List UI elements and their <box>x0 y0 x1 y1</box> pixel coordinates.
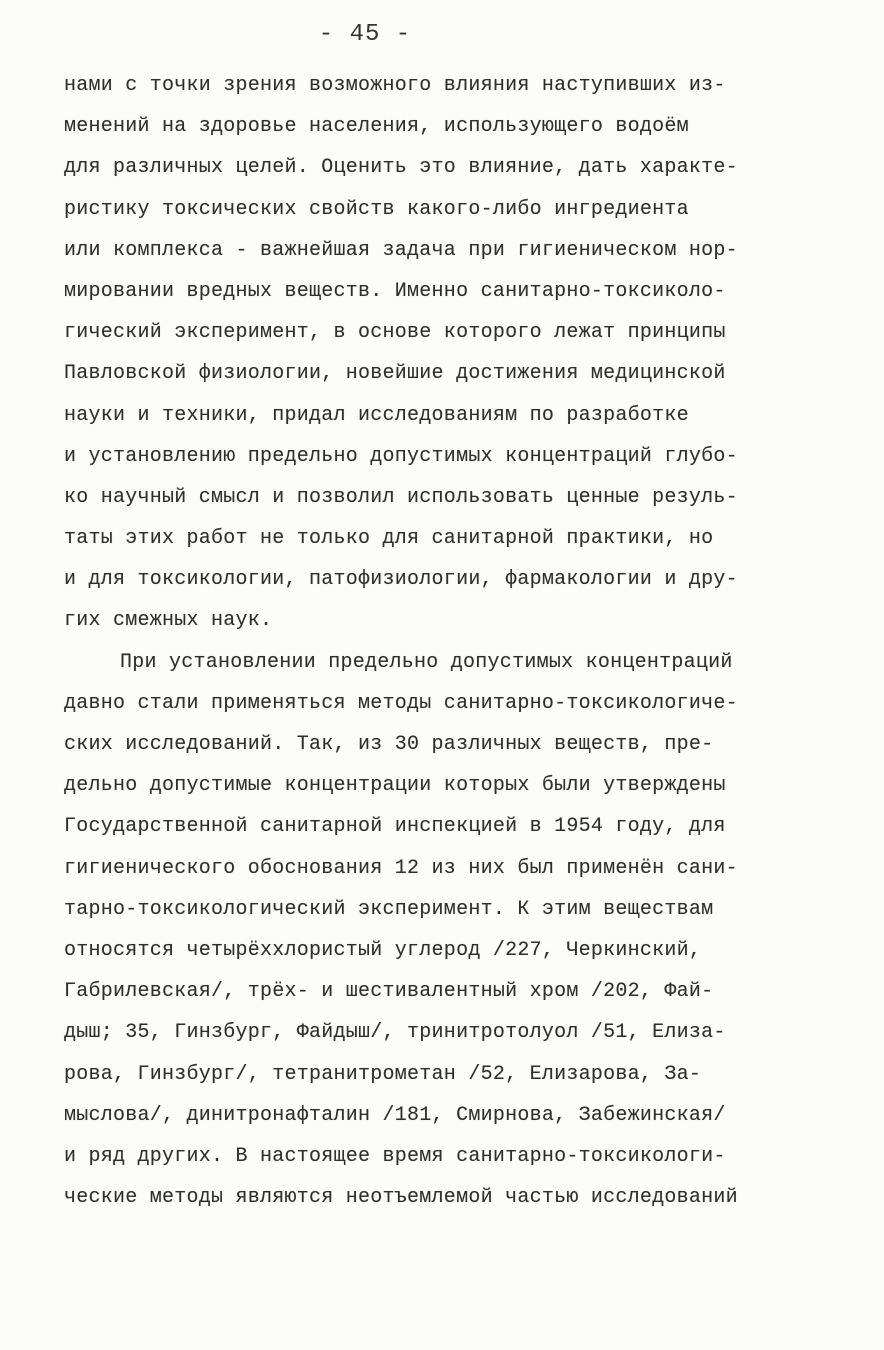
body-text <box>64 65 864 1218</box>
text-line: ческие методы являются неотъемлемой частью исследований <box>64 1186 738 1210</box>
text-line: науки и техники, придал исследованиям по разработке <box>64 403 689 427</box>
text-line: гический эксперимент, в основе которого лежат принципы <box>64 321 726 345</box>
text-line: гих смежных наук. <box>64 609 273 633</box>
text-line: для различных целей. Оценить это влияние, дать характе- <box>64 156 738 180</box>
text-line: дельно допустимые концентрации которых были утверждены <box>64 774 726 798</box>
page-number: - 45 - <box>318 21 412 48</box>
paragraph-first-line: При установлении предельно допустимых концентраций <box>120 650 733 674</box>
text-line: менений на здоровье населения, использующего водоём <box>64 115 689 139</box>
text-line: ко научный смысл и позволил использовать ценные резуль- <box>64 485 738 509</box>
text-line: рова, Гинзбург/, тетранитрометан /52, Елизарова, За- <box>64 1062 702 1086</box>
text-line: мыслова/, динитронафталин /181, Смирнова, Забежинская/ <box>64 1103 726 1127</box>
text-line: Павловской физиологии, новейшие достижения медицинской <box>64 362 726 386</box>
text-line: таты этих работ не только для санитарной практики, но <box>64 527 714 551</box>
text-line: и для токсикологии, патофизиологии, фармакологии и дру- <box>64 568 738 592</box>
text-line: ристику токсических свойств какого-либо ингредиента <box>64 197 689 221</box>
text-line: и установлению предельно допустимых концентраций глубо- <box>64 444 738 468</box>
text-line: тарно-токсикологический эксперимент. К этим веществам <box>64 897 714 921</box>
text-line: Государственной санитарной инспекцией в 1954 году, для <box>64 815 726 839</box>
text-line: дыш; 35, Гинзбург, Файдыш/, тринитротолуол /51, Елиза- <box>64 1021 726 1045</box>
text-line: давно стали применяться методы санитарно-токсикологиче- <box>64 691 738 715</box>
text-line: нами с точки зрения возможного влияния наступивших из- <box>64 74 726 97</box>
text-line: относятся четырёххлористый углерод /227, Черкинский, <box>64 938 702 962</box>
text-line: мировании вредных веществ. Именно санитарно-токсиколо- <box>64 279 726 303</box>
text-line: гигиенического обоснования 12 из них был применён сани- <box>64 856 738 880</box>
text-line: или комплекса - важнейшая задача при гигиеническом нор- <box>64 238 738 262</box>
text-line: и ряд других. В настоящее время санитарно-токсикологи- <box>64 1144 726 1168</box>
text-line: Габрилевская/, трёх- и шестивалентный хром /202, Фай- <box>64 980 714 1004</box>
text-line: ских исследований. Так, из 30 различных веществ, пре- <box>64 733 714 756</box>
